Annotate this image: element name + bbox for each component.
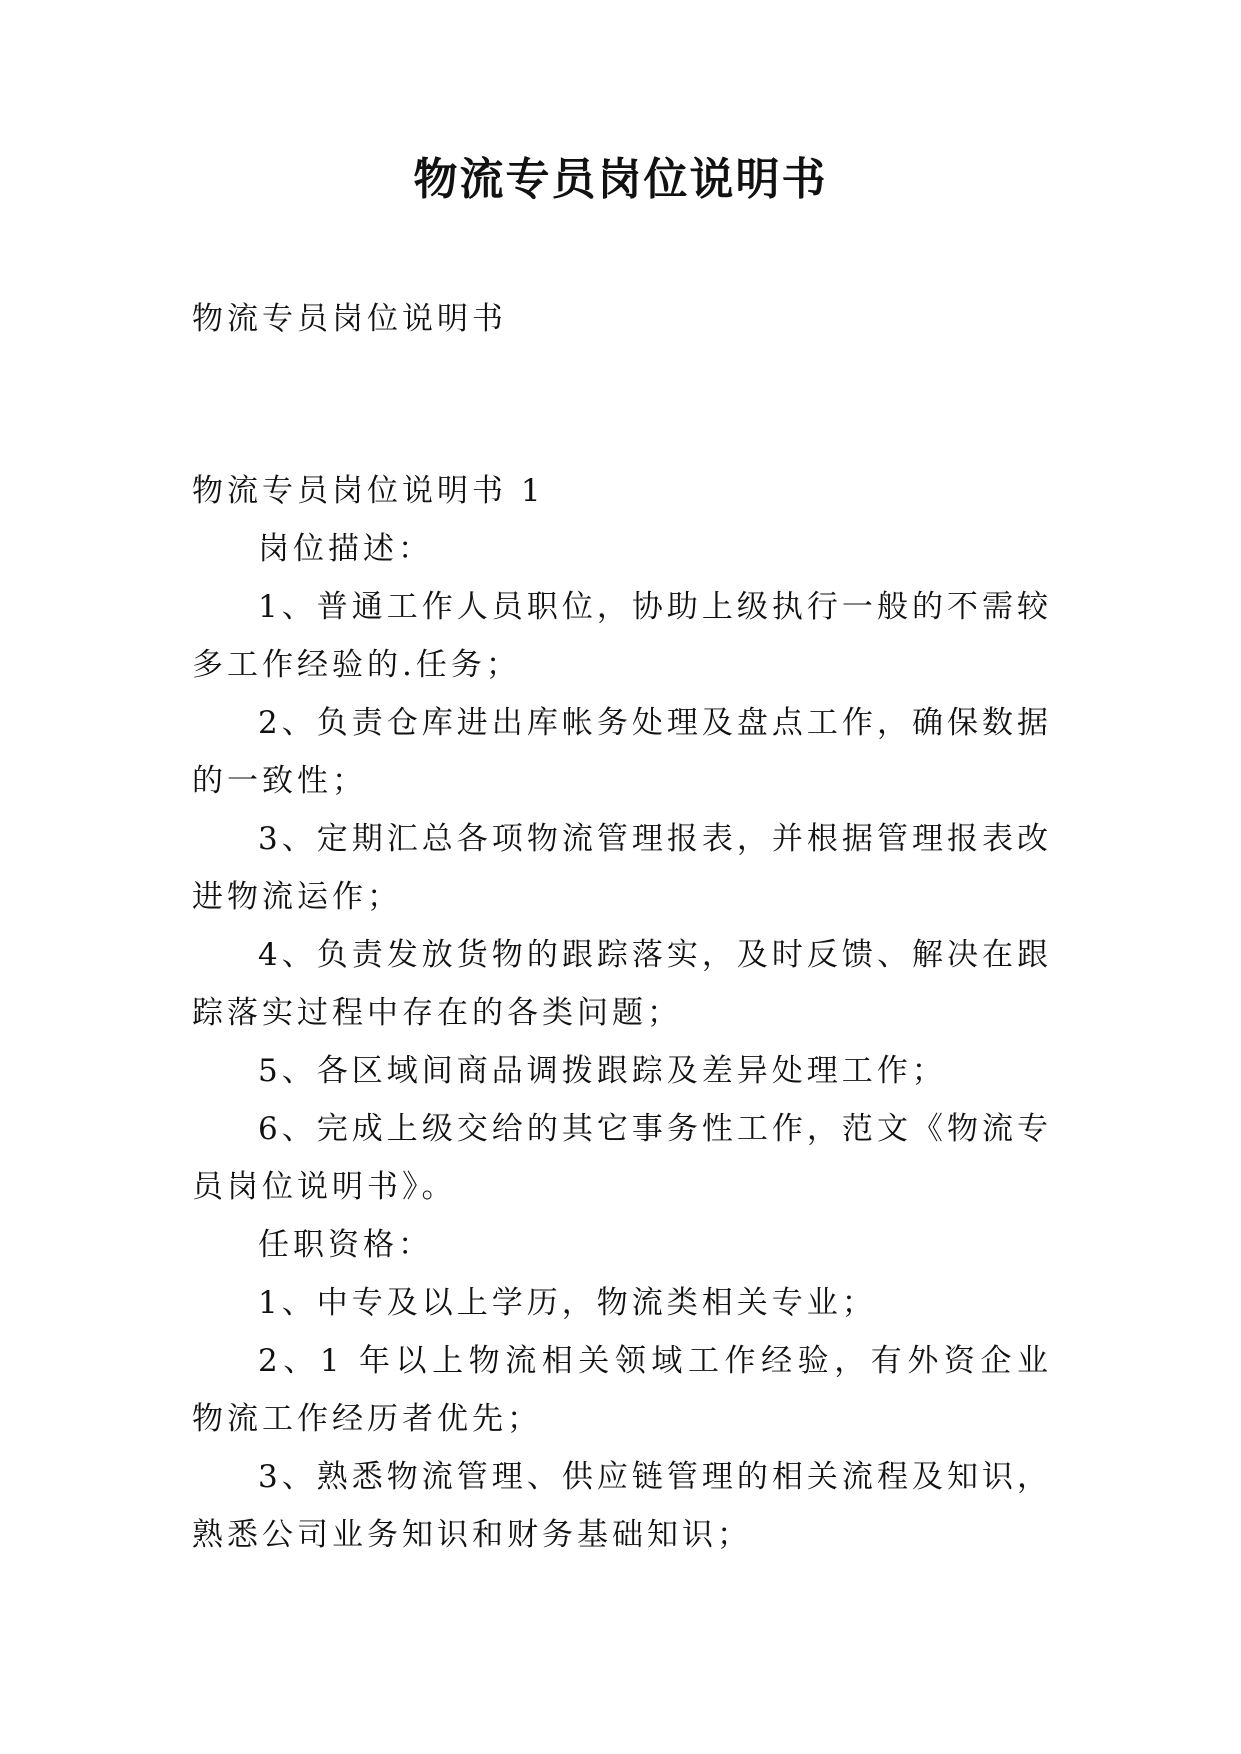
duty-item: 4、负责发放货物的跟踪落实，及时反馈、解决在跟踪落实过程中存在的各类问题； [192,937,1052,1031]
duty-item: 5、各区域间商品调拨跟踪及差异处理工作； [258,1053,947,1089]
section-heading: 物流专员岗位说明书 1 [192,473,545,509]
qualification-item: 3、熟悉物流管理、供应链管理的相关流程及知识，熟悉公司业务知识和财务基础知识； [192,1459,1052,1553]
duty-item: 1、普通工作人员职位，协助上级执行一般的不需较多工作经验的.任务； [192,589,1052,683]
qualifications-label: 任职资格： [258,1227,433,1263]
document-title: 物流专员岗位说明书 [413,154,828,205]
qualification-item: 2、1 年以上物流相关领域工作经验，有外资企业物流工作经历者优先； [192,1343,1052,1437]
document-subtitle: 物流专员岗位说明书 [192,301,507,337]
document-body [192,462,1052,1564]
qualification-item: 1、中专及以上学历，物流类相关专业； [258,1285,877,1321]
duty-item: 2、负责仓库进出库帐务处理及盘点工作，确保数据的一致性； [192,705,1052,799]
duty-item: 3、定期汇总各项物流管理报表，并根据管理报表改进物流运作； [192,821,1052,915]
duty-item: 6、完成上级交给的其它事务性工作，范文《物流专员岗位说明书》。 [192,1111,1052,1205]
job-description-label: 岗位描述： [258,531,433,567]
